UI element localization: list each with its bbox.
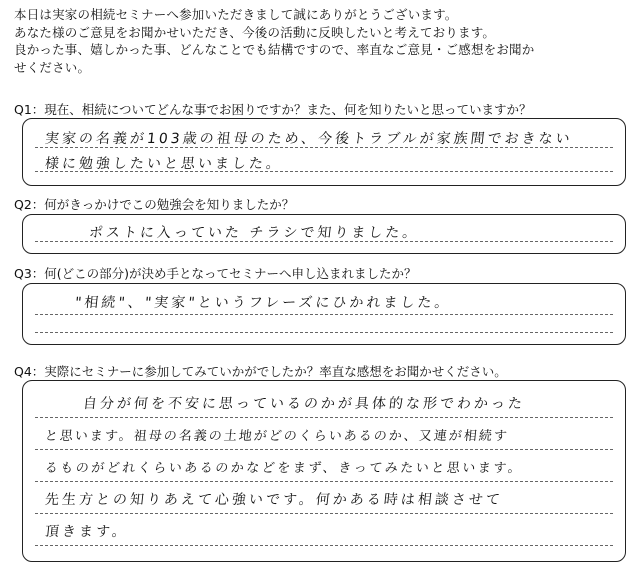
answer-line: 様に勉強したいと思いました。 — [44, 156, 284, 172]
answer-line: "相続"、"実家"というフレーズにひかれました。 — [74, 295, 453, 311]
answer-line: 自分が何を不安に思っているのかが具体的な形でわかった — [82, 396, 526, 412]
answer-line: ポストに入っていた チラシで知りました。 — [88, 225, 421, 241]
question-4-label: Q4：実際にセミナーに参加してみていかがでしたか？率直な感想をお聞かせください。 — [14, 364, 507, 379]
answer-line: るものがどれくらいあるのかなどをまず、きってみたいと思います。 — [44, 461, 524, 476]
intro-line: 本日は実家の相続セミナーへ参加いただきまして誠にありがとうございます。 — [14, 7, 458, 22]
question-2-answer-box[interactable] — [22, 214, 626, 254]
intro-line: 良かった事、嬉しかった事、どんなことでも結構ですので、率直なご意見・ご感想をお聞か — [14, 42, 535, 57]
question-2-label: Q2：何がきっかけでこの勉強会を知りましたか？ — [14, 197, 295, 212]
answer-line: 実家の名義が103歳の祖母のため、今後トラブルが家族間でおきない — [44, 131, 574, 147]
question-1-answer-box[interactable] — [22, 118, 626, 186]
answer-rule — [35, 545, 613, 546]
answer-rule — [35, 449, 613, 450]
answer-rule — [35, 332, 613, 333]
question-1-label: Q1：現在、相続についてどんな事でお困りですか？また、何を知りたいと思っていますか？ — [14, 102, 532, 117]
intro-text — [14, 6, 624, 76]
question-3-answer-box[interactable] — [22, 283, 626, 345]
answer-line: 先生方との知りあえて心強いです。何かある時は相談させて — [44, 492, 504, 508]
intro-line: せください。 — [14, 59, 91, 75]
answer-rule — [35, 417, 613, 418]
answer-line: と思います。祖母の名義の土地がどのくらいあるのか、又連が相続す — [44, 429, 510, 444]
question-4-answer-box[interactable] — [22, 380, 626, 562]
intro-line: あなた様のご意見をお聞かせいただき、今後の活動に反映したいと考えております。 — [14, 24, 496, 40]
question-3-label: Q3：何(どこの部分)が決め手となってセミナーへ申し込まれましたか？ — [14, 266, 417, 281]
answer-rule — [35, 481, 613, 482]
answer-rule — [35, 314, 613, 315]
answer-rule — [35, 513, 613, 514]
answer-line: 頂きます。 — [44, 524, 130, 540]
